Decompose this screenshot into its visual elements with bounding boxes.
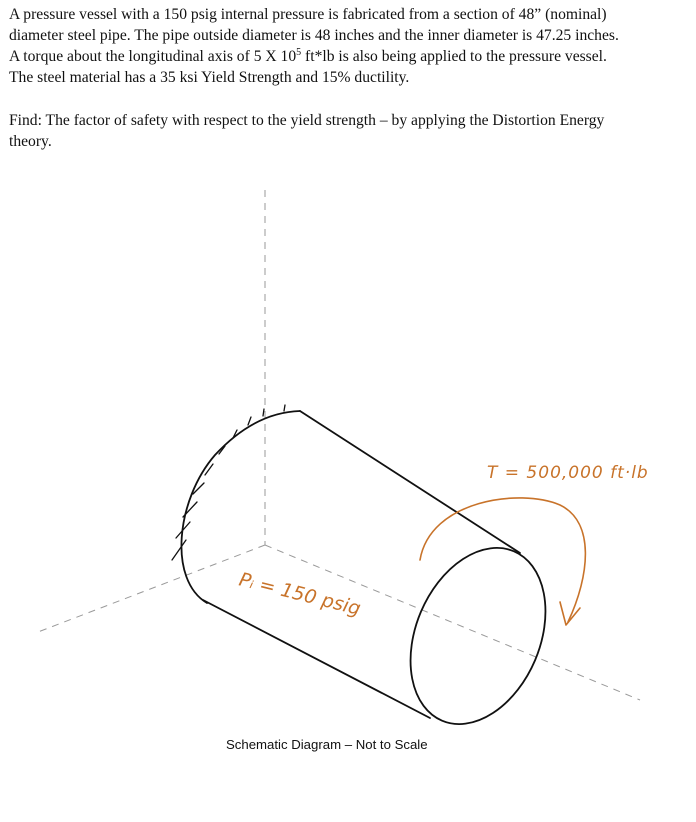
problem-line-2: diameter steel pipe. The pipe outside diameter is 48 inches and the inner diameter is 47.25 inches. <box>9 27 619 44</box>
paragraph-gap <box>9 88 689 110</box>
problem-paragraph <box>9 4 689 88</box>
problem-line-3 <box>9 46 689 67</box>
torque-exponent: 5 <box>296 47 302 58</box>
caption-text: Schematic Diagram – Not to Scale <box>226 737 428 752</box>
coordinate-axes <box>38 190 640 700</box>
problem-line-1: A pressure vessel with a 150 psig internal pressure is fabricated from a section of 48” (nominal) <box>9 6 607 23</box>
find-paragraph <box>9 110 689 152</box>
fixed-support-hatching <box>172 405 285 560</box>
torque-arrow-head <box>560 602 580 625</box>
torque-text-start: A torque about the longitudinal axis of 5 X 10 <box>9 48 297 65</box>
bottom-edge <box>203 600 430 718</box>
torque-label: T = 500,000 ft·lb <box>487 463 649 483</box>
pressure-label: Pᵢ = 150 psig <box>236 568 363 620</box>
pressure-vessel-diagram <box>0 180 696 780</box>
axis-left-diagonal <box>38 545 265 632</box>
front-end-ellipse <box>385 527 571 745</box>
problem-statement <box>9 4 689 152</box>
pressure-annotation <box>237 569 363 620</box>
torque-text-end: ft*lb is also being applied to the pressure vessel. <box>301 48 607 65</box>
torque-annotation <box>420 463 649 625</box>
find-line-2: theory. <box>9 133 52 150</box>
find-line-1: Find: The factor of safety with respect to the yield strength – by applying the Distortion Energy <box>9 112 605 129</box>
problem-line-4: The steel material has a 35 ksi Yield Strength and 15% ductility. <box>9 69 410 86</box>
